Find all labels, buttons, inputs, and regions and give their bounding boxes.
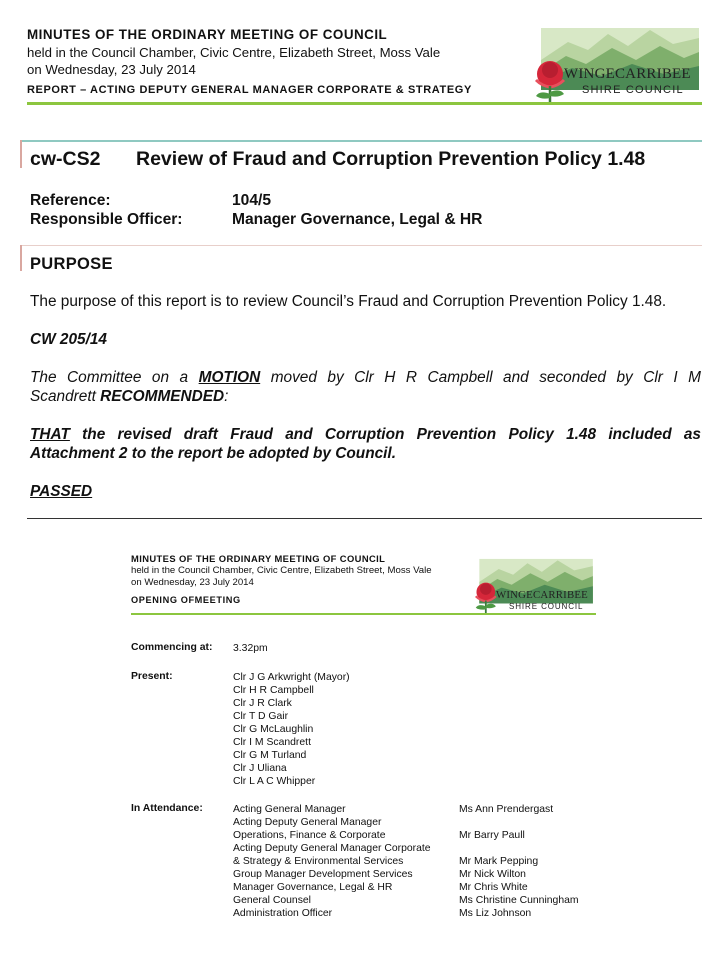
minutes-title-2: MINUTES OF THE ORDINARY MEETING OF COUNCIL [131,553,386,564]
header-divider [27,102,702,105]
passed-label: PASSED [30,483,93,500]
item-code: cw-CS2 [30,148,101,170]
meeting-location: held in the Council Chamber, Civic Centre, Elizabeth Street, Moss Vale [27,45,441,60]
header-divider-2 [131,613,596,615]
purpose-left-rule [20,245,22,271]
waratah-flower-icon [476,583,496,614]
logo-text-shire-council-2: SHIRE COUNCIL [509,602,584,611]
report-heading: REPORT – ACTING DEPUTY GENERAL MANAGER CORPORATE & STRATEGY [27,84,472,96]
motion-text-pre: The Committee on a [30,369,199,386]
attendance-role: Acting Deputy General Manager Corporate [233,843,431,854]
logo-text-wingecarribee: WINGECARRIBEE [564,66,691,82]
attendance-name: Ms Liz Johnson [459,908,532,919]
logo-text-shire-council: SHIRE COUNCIL [582,84,684,96]
reference-label: Reference: [30,192,111,209]
meeting-date-2: on Wednesday, 23 July 2014 [131,577,254,588]
attendance-name [459,842,579,855]
attendance-role: Manager Governance, Legal & HR [233,882,393,893]
attendance-role: General Counsel [233,895,311,906]
attendance-names [459,803,579,920]
attendance-role: Acting Deputy General Manager [233,817,382,828]
present-member: Clr H R Campbell [233,685,314,696]
present-label: Present: [131,671,173,682]
attendance-role: Acting General Manager [233,804,346,815]
minutes-title: MINUTES OF THE ORDINARY MEETING OF COUNCIL [27,27,388,42]
attendance-role: Operations, Finance & Corporate [233,830,386,841]
motion-line-2 [30,387,228,407]
recommendation-line-1 [30,425,701,445]
item-top-rule [20,140,702,142]
meeting-date: on Wednesday, 23 July 2014 [27,62,196,77]
attendance-label: In Attendance: [131,803,203,814]
waratah-flower-icon [536,61,564,104]
present-list [233,671,350,788]
attendance-role: Administration Officer [233,908,333,919]
motion-line2-pre: Scandrett [30,388,101,405]
present-member: Clr G M Turland [233,750,307,761]
opening-heading: OPENING OFMEETING [131,595,241,605]
council-logo [528,20,702,110]
motion-line-1 [30,368,701,388]
attendance-roles [233,803,431,920]
attendance-role: & Strategy & Environmental Services [233,856,404,867]
motion-word: MOTION [198,369,261,386]
item-title: Review of Fraud and Corruption Prevention Policy 1.48 [136,148,646,170]
purpose-heading: PURPOSE [30,255,113,273]
officer-value: Manager Governance, Legal & HR [232,211,483,228]
present-member: Clr G McLaughlin [233,724,314,735]
page-separator [27,518,702,519]
meeting-location-2: held in the Council Chamber, Civic Centre, Elizabeth Street, Moss Vale [131,565,432,576]
that-word: THAT [30,426,70,443]
present-member: Clr L A C Whipper [233,776,316,787]
purpose-top-rule [20,245,702,246]
reference-value: 104/5 [232,192,272,209]
officer-label: Responsible Officer: [30,211,183,228]
hills-logo-icon [528,20,702,110]
attendance-name: Mr Nick Wilton [459,869,526,880]
item-left-rule [20,140,22,168]
present-member: Clr T D Gair [233,711,289,722]
present-member: Clr J R Clark [233,698,292,709]
attendance-name: Ms Ann Prendergast [459,804,554,815]
motion-line2-post: : [224,388,229,405]
attendance-name: Mr Chris White [459,882,528,893]
present-member: Clr J G Arkwright (Mayor) [233,672,350,683]
attendance-role: Group Manager Development Services [233,869,413,880]
recommendation-line-2: Attachment 2 to the report be adopted by Council. [30,445,396,462]
resolution-number: CW 205/14 [30,331,107,348]
attendance-name [459,816,579,829]
motion-text-post: moved by Clr H R Campbell and seconded by Clr I M [260,369,701,386]
present-member: Clr I M Scandrett [233,737,311,748]
commencing-value: 3.32pm [233,643,268,654]
attendance-name: Ms Christine Cunningham [459,895,579,906]
logo-text-wingecarribee-2: WINGECARRIBEE [496,589,588,601]
purpose-text: The purpose of this report is to review Council’s Fraud and Corruption Prevention Policy 1.48. [30,293,667,310]
recommended-word: RECOMMENDED [100,388,225,405]
recommendation-text: the revised draft Fraud and Corruption Prevention Policy 1.48 included as [69,426,701,443]
attendance-name: Mr Barry Paull [459,830,525,841]
attendance-name: Mr Mark Pepping [459,856,539,867]
present-member: Clr J Uliana [233,763,287,774]
commencing-label: Commencing at: [131,642,213,653]
